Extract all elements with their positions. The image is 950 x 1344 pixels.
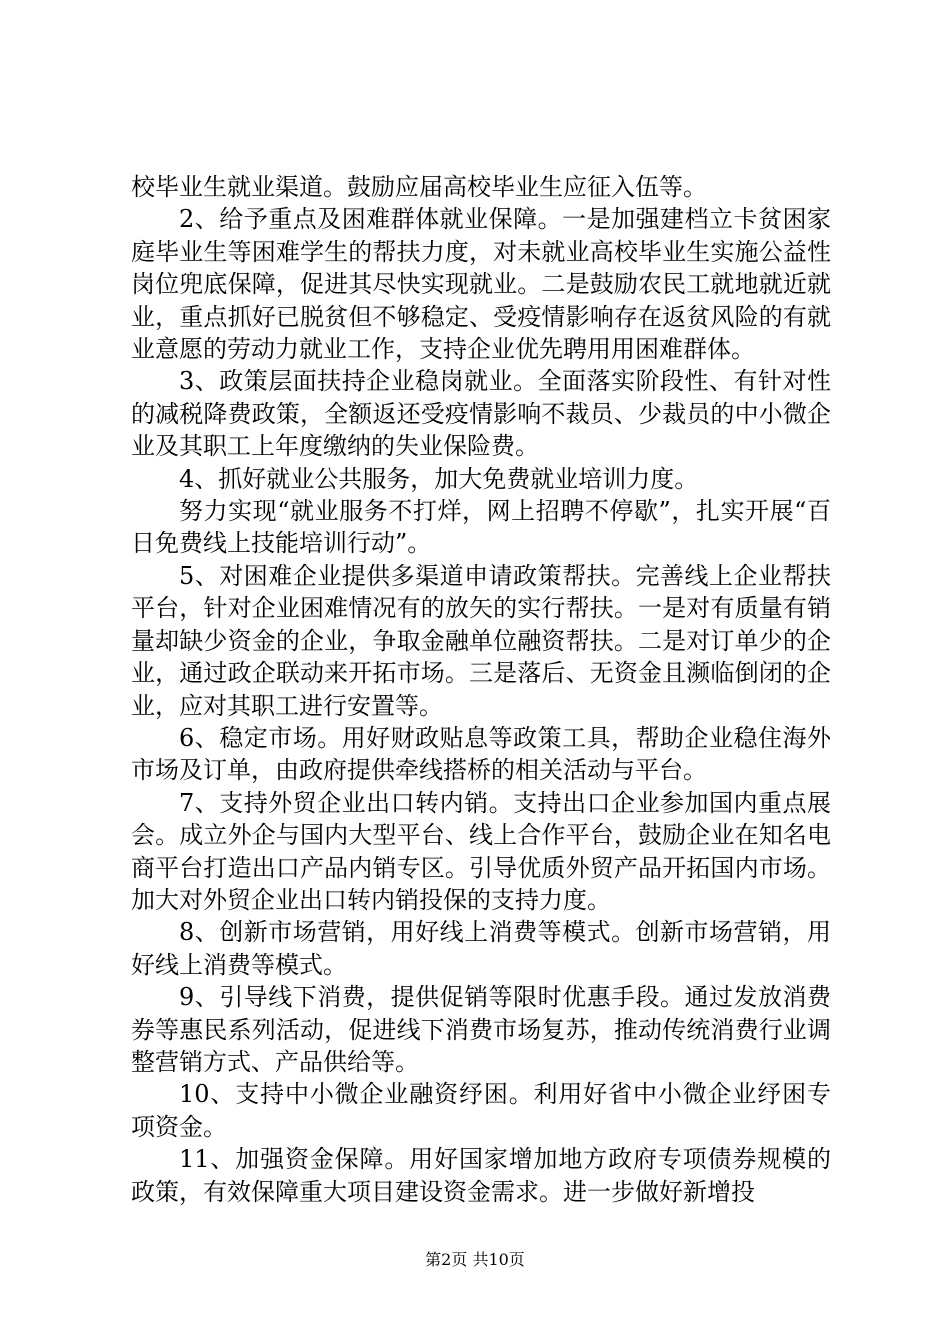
paragraph-continuation: 校毕业生就业渠道。鼓励应届高校毕业生应征入伍等。 [131,173,707,201]
paragraph-item-8: 8、创新市场营销，用好线上消费等模式。创新市场营销，用好线上消费等模式。 [131,918,831,979]
paragraph-item-5: 5、对困难企业提供多渠道申请政策帮扶。完善线上企业帮扶平台，针对企业困难情况有的放矢的实行帮扶。一是对有质量有销量却缺少资金的企业，争取金融单位融资帮扶。二是对订单少的企业，通过政企联动来开拓市场。三是落后、无资金且濒临倒闭的企业，应对其职工进行安置等。 [131,561,831,720]
paragraph-item-2: 2、给予重点及困难群体就业保障。一是加强建档立卡贫困家庭毕业生等困难学生的帮扶力度，对未就业高校毕业生实施公益性岗位兜底保障，促进其尽快实现就业。二是鼓励农民工就地就近就业，重点抓好已脱贫但不够稳定、受疫情影响存在返贫风险的有就业意愿的劳动力就业工作，支持企业优先聘用用困难群体。 [131,205,831,364]
paragraph-item-4-detail: 努力实现“就业服务不打烊，网上招聘不停歇”，扎实开展“百日免费线上技能培训行动”。 [131,497,831,558]
paragraph-item-6: 6、稳定市场。用好财政贴息等政策工具，帮助企业稳住海外市场及订单，由政府提供牵线搭桥的相关活动与平台。 [131,723,831,785]
document-body [131,171,831,1208]
paragraph-item-3: 3、政策层面扶持企业稳岗就业。全面落实阶段性、有针对性的减税降费政策，全额返还受疫情影响不裁员、少裁员的中小微企业及其职工上年度缴纳的失业保险费。 [131,367,831,461]
paragraph-item-9: 9、引导线下消费，提供促销等限时优惠手段。通过发放消费券等惠民系列活动，促进线下消费市场复苏，推动传统消费行业调整营销方式、产品供给等。 [131,983,831,1076]
paragraph-item-7: 7、支持外贸企业出口转内销。支持出口企业参加国内重点展会。成立外企与国内大型平台、线上合作平台，鼓励企业在知名电商平台打造出口产品内销专区。引导优质外贸产品开拓国内市场。加大对外贸企业出口转内销投保的支持力度。 [131,788,831,914]
paragraph-item-4: 4、抓好就业公共服务，加大免费就业培训力度。 [179,464,699,493]
paragraph-item-10: 10、支持中小微企业融资纾困。利用好省中小微企业纾困专项资金。 [131,1080,831,1141]
paragraph-item-11: 11、加强资金保障。用好国家增加地方政府专项债券规模的政策，有效保障重大项目建设资金需求。进一步做好新增投 [131,1145,831,1206]
page-number-footer: 第2页 共10页 [425,1250,525,1269]
